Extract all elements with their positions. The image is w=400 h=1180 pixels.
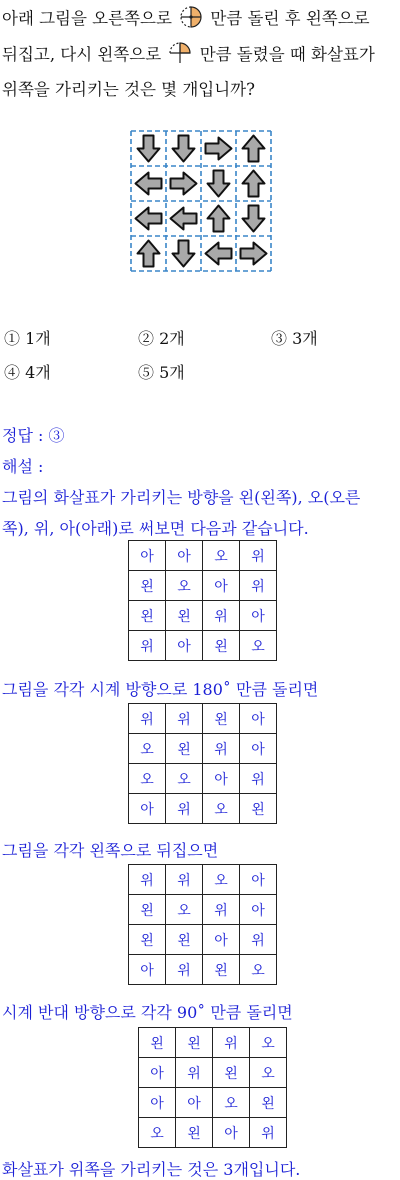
table-cell: 아 bbox=[139, 1058, 176, 1088]
table-cell: 오 bbox=[240, 955, 277, 985]
table-cell: 왼 bbox=[213, 1058, 250, 1088]
arrow-up-icon bbox=[138, 241, 160, 267]
table-row bbox=[129, 704, 277, 734]
step-2-caption: 그림을 각각 시계 방향으로 180˚ 만큼 돌리면 bbox=[2, 680, 319, 699]
solution-label: 해설 : bbox=[2, 457, 44, 476]
choice-3[interactable]: ③ 3개 bbox=[271, 329, 318, 348]
table-cell: 왼 bbox=[129, 895, 166, 925]
table-cell: 오 bbox=[213, 1088, 250, 1118]
step-3-caption: 그림을 각각 왼쪽으로 뒤집으면 bbox=[2, 841, 219, 860]
table-cell: 위 bbox=[240, 541, 277, 571]
table-cell: 오 bbox=[250, 1058, 287, 1088]
table-cell: 아 bbox=[240, 895, 277, 925]
question-line-2a: 뒤집고, 다시 왼쪽으로 bbox=[2, 45, 162, 64]
table-cell: 왼 bbox=[129, 925, 166, 955]
table-row bbox=[129, 571, 277, 601]
question-line-1b: 만큼 돌린 후 왼쪽으로 bbox=[210, 9, 370, 28]
table-cell: 위 bbox=[250, 1118, 287, 1148]
table-cell: 오 bbox=[166, 571, 203, 601]
arrow-up-icon bbox=[243, 171, 265, 197]
arrow-grid-figure bbox=[128, 128, 274, 278]
table-row bbox=[139, 1058, 287, 1088]
table-row bbox=[129, 865, 277, 895]
arrow-down-icon bbox=[208, 171, 230, 197]
direction-table-3 bbox=[128, 864, 277, 985]
table-cell: 왼 bbox=[176, 1028, 213, 1058]
table-cell: 오 bbox=[203, 541, 240, 571]
table-cell: 위 bbox=[129, 631, 166, 661]
answer-line: 정답 : ③ bbox=[2, 426, 65, 445]
table-cell: 왼 bbox=[139, 1028, 176, 1058]
choice-4[interactable]: ④ 4개 bbox=[4, 363, 51, 382]
table-cell: 오 bbox=[203, 794, 240, 824]
table-cell: 아 bbox=[240, 734, 277, 764]
choice-5[interactable]: ⑤ 5개 bbox=[138, 363, 185, 382]
table-cell: 위 bbox=[213, 1028, 250, 1058]
question-line-1a: 아래 그림을 오른쪽으로 bbox=[2, 9, 172, 28]
table-cell: 왼 bbox=[166, 734, 203, 764]
table-cell: 왼 bbox=[166, 925, 203, 955]
arrow-left-icon bbox=[171, 208, 197, 230]
table-row bbox=[129, 764, 277, 794]
choice-2[interactable]: ② 2개 bbox=[138, 329, 185, 348]
table-cell: 아 bbox=[129, 955, 166, 985]
arrow-left-icon bbox=[136, 173, 162, 195]
table-cell: 아 bbox=[203, 925, 240, 955]
table-row bbox=[129, 631, 277, 661]
table-cell: 아 bbox=[203, 764, 240, 794]
table-cell: 오 bbox=[203, 865, 240, 895]
table-cell: 아 bbox=[129, 541, 166, 571]
table-cell: 위 bbox=[240, 764, 277, 794]
table-cell: 위 bbox=[176, 1058, 213, 1088]
table-cell: 아 bbox=[166, 631, 203, 661]
table-row bbox=[129, 955, 277, 985]
table-cell: 오 bbox=[129, 734, 166, 764]
solution-intro-2: 쪽), 위, 아(아래)로 써보면 다음과 같습니다. bbox=[2, 519, 309, 538]
question-line-3: 위쪽을 가리키는 것은 몇 개입니까? bbox=[2, 80, 255, 99]
solution-intro-1: 그림의 화살표가 가리키는 방향을 왼(왼쪽), 오(오른 bbox=[2, 488, 361, 507]
table-cell: 위 bbox=[240, 925, 277, 955]
table-row bbox=[129, 541, 277, 571]
table-cell: 왼 bbox=[240, 794, 277, 824]
table-cell: 아 bbox=[203, 571, 240, 601]
table-cell: 위 bbox=[129, 865, 166, 895]
table-cell: 아 bbox=[213, 1118, 250, 1148]
table-cell: 왼 bbox=[176, 1118, 213, 1148]
arrow-left-icon bbox=[136, 208, 162, 230]
arrow-left-icon bbox=[206, 243, 232, 265]
table-cell: 오 bbox=[240, 631, 277, 661]
arrow-right-icon bbox=[241, 243, 267, 265]
table-cell: 왼 bbox=[129, 571, 166, 601]
conclusion: 화살표가 위쪽을 가리키는 것은 3개입니다. bbox=[2, 1160, 301, 1179]
table-cell: 왼 bbox=[203, 631, 240, 661]
direction-table-2 bbox=[128, 703, 277, 824]
table-cell: 위 bbox=[166, 955, 203, 985]
table-cell: 위 bbox=[203, 895, 240, 925]
table-cell: 오 bbox=[166, 895, 203, 925]
table-row bbox=[129, 895, 277, 925]
table-cell: 위 bbox=[166, 704, 203, 734]
table-cell: 왼 bbox=[203, 704, 240, 734]
table-cell: 위 bbox=[166, 865, 203, 895]
arrow-right-icon bbox=[206, 138, 232, 160]
table-row bbox=[129, 734, 277, 764]
step-4-caption: 시계 반대 방향으로 각각 90˚ 만큼 돌리면 bbox=[2, 1003, 293, 1022]
table-cell: 아 bbox=[240, 704, 277, 734]
direction-table-4 bbox=[138, 1027, 287, 1148]
table-row bbox=[139, 1028, 287, 1058]
table-row bbox=[139, 1118, 287, 1148]
table-cell: 아 bbox=[129, 794, 166, 824]
arrow-right-icon bbox=[171, 173, 197, 195]
arrow-up-icon bbox=[243, 136, 265, 162]
direction-table-1 bbox=[128, 540, 277, 661]
half-turn-rotation-icon bbox=[178, 5, 204, 41]
table-cell: 왼 bbox=[250, 1088, 287, 1118]
table-cell: 위 bbox=[129, 704, 166, 734]
quarter-turn-rotation-icon bbox=[167, 41, 193, 77]
arrow-up-icon bbox=[208, 206, 230, 232]
table-cell: 위 bbox=[166, 794, 203, 824]
table-cell: 아 bbox=[139, 1088, 176, 1118]
table-cell: 아 bbox=[166, 541, 203, 571]
table-cell: 아 bbox=[240, 865, 277, 895]
table-cell: 왼 bbox=[166, 601, 203, 631]
table-cell: 아 bbox=[240, 601, 277, 631]
table-cell: 왼 bbox=[203, 955, 240, 985]
table-row bbox=[129, 925, 277, 955]
table-cell: 왼 bbox=[129, 601, 166, 631]
arrow-down-icon bbox=[138, 136, 160, 162]
arrow-down-icon bbox=[243, 206, 265, 232]
table-cell: 위 bbox=[240, 571, 277, 601]
question-line-2b: 만큼 돌렸을 때 화살표가 bbox=[199, 45, 375, 64]
table-cell: 오 bbox=[166, 764, 203, 794]
table-row bbox=[129, 601, 277, 631]
table-row bbox=[129, 794, 277, 824]
choice-1[interactable]: ① 1개 bbox=[4, 329, 51, 348]
table-cell: 오 bbox=[250, 1028, 287, 1058]
arrow-down-icon bbox=[173, 241, 195, 267]
table-cell: 아 bbox=[176, 1088, 213, 1118]
table-cell: 위 bbox=[203, 601, 240, 631]
table-cell: 오 bbox=[139, 1118, 176, 1148]
table-cell: 오 bbox=[129, 764, 166, 794]
table-row bbox=[139, 1088, 287, 1118]
arrow-down-icon bbox=[173, 136, 195, 162]
table-cell: 위 bbox=[203, 734, 240, 764]
